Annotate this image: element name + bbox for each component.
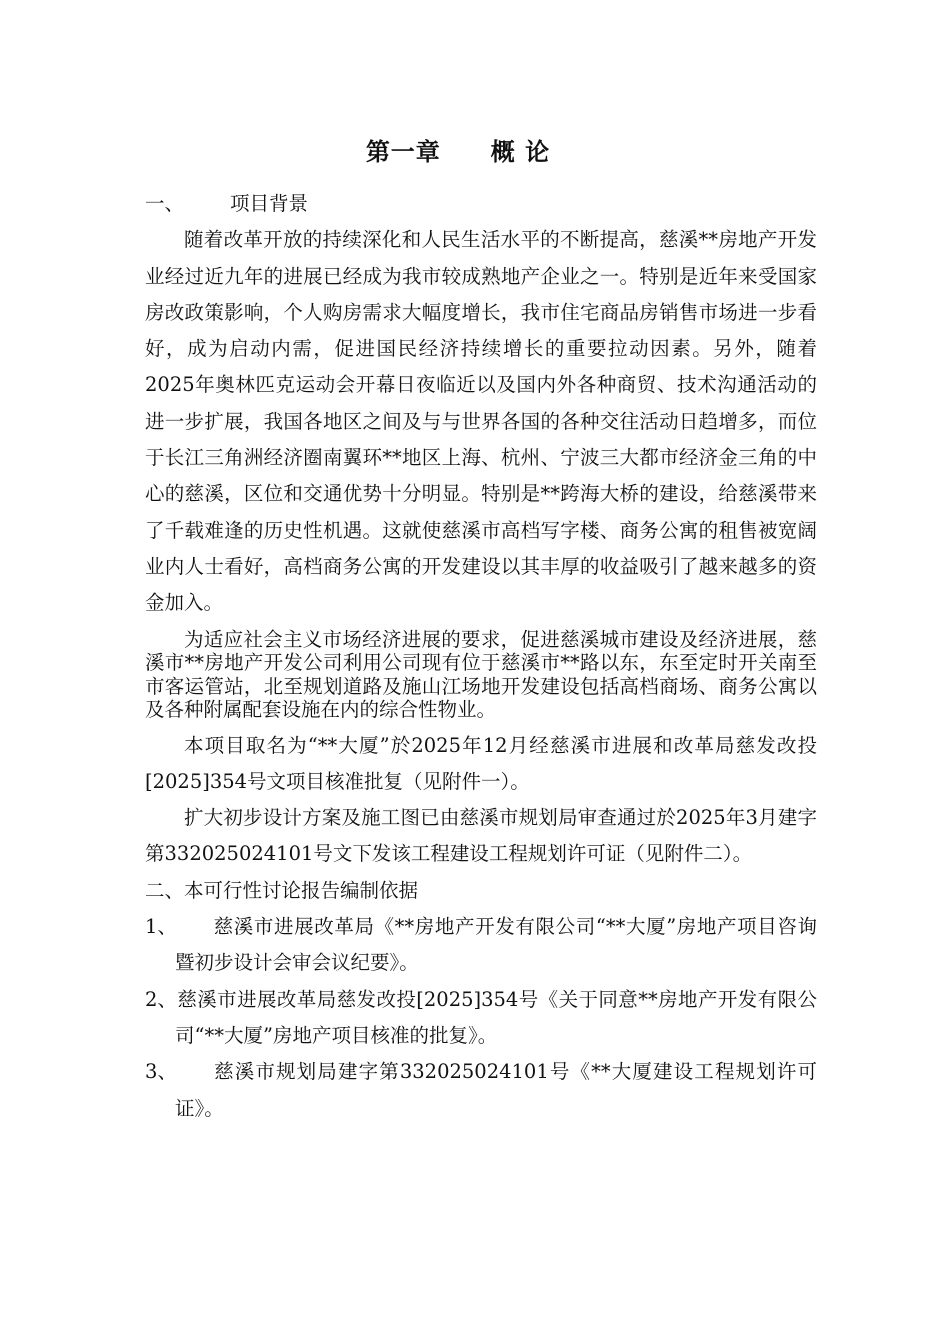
paragraph-background: 随着改革开放的持续深化和人民生活水平的不断提高，慈溪**房地产开发业经过近九年的进展已经成为我市较成熟地产企业之一。特别是近年来受国家房改政策影响，个人购房需求大幅度增长，我市住宅商品房销售市场进一步看好，成为启动内需，促进国民经济持续增长的重要拉动因素。另外，随着2025年奥林匹克运动会开幕日夜临近以及国内外各种商贸、技术沟通活动的进一步扩展，我国各地区之间及与与世界各国的各种交往活动日趋增多，而位于长江三角洲经济圈南翼环**地区上海、杭州、宁波三大都市经济金三角的中心的慈溪，区位和交通优势十分明显。特别是**跨海大桥的建设，给慈溪带来了千载难逢的历史性机遇。这就使慈溪市高档写字楼、商务公寓的租售被宽阔业内人士看好，高档商务公寓的开发建设以其丰厚的收益吸引了越来越多的资金加入。 <box>145 228 817 615</box>
basis-list-item <box>145 1054 817 1127</box>
chapter-title: 第一章 概 论 <box>365 137 551 166</box>
section-1-heading <box>145 186 817 222</box>
basis-item-text: 慈溪市规划局建字第332025024101号《**大厦建设工程规划许可证》。 <box>175 1060 817 1120</box>
basis-item-number: 1、 <box>145 915 177 939</box>
paragraph-purpose: 为适应社会主义市场经济进展的要求，促进慈溪城市建设及经济进展，慈溪市**房地产开发公司利用公司现有位于慈溪市**路以东，东至定时开关南至市客运管站，北至规划道路及施山江场地开发建设包括高档商场、商务公寓以及各种附属配套设施在内的综合性物业。 <box>145 627 817 722</box>
document-body <box>145 186 817 1127</box>
basis-item-number: 2、 <box>145 987 177 1011</box>
basis-item-text: 慈溪市进展改革局慈发改投[2025]354号《关于同意**房地产开发有限公司“**大厦”房地产项目核准的批复》。 <box>175 987 817 1047</box>
basis-item-number: 3、 <box>145 1060 177 1084</box>
section-1-number: 一、 <box>145 192 185 215</box>
basis-item-text: 慈溪市进展改革局《**房地产开发有限公司“**大厦”房地产项目咨询暨初步设计会审会议纪要》。 <box>175 915 817 975</box>
basis-list-item <box>145 909 817 982</box>
section-1-title: 项目背景 <box>230 192 309 215</box>
paragraph-approval: 本项目取名为“**大厦”於2025年12月经慈溪市进展和改革局慈发改投[2025]354号文项目核准批复（见附件一）。 <box>145 733 817 793</box>
basis-list-item <box>145 982 817 1055</box>
section-2-heading: 二、本可行性讨论报告编制依据 <box>145 878 419 902</box>
paragraph-planning-permit: 扩大初步设计方案及施工图已由慈溪市规划局审查通过於2025年3月建字第332025024101号文下发该工程建设工程规划许可证（见附件二）。 <box>145 806 817 866</box>
